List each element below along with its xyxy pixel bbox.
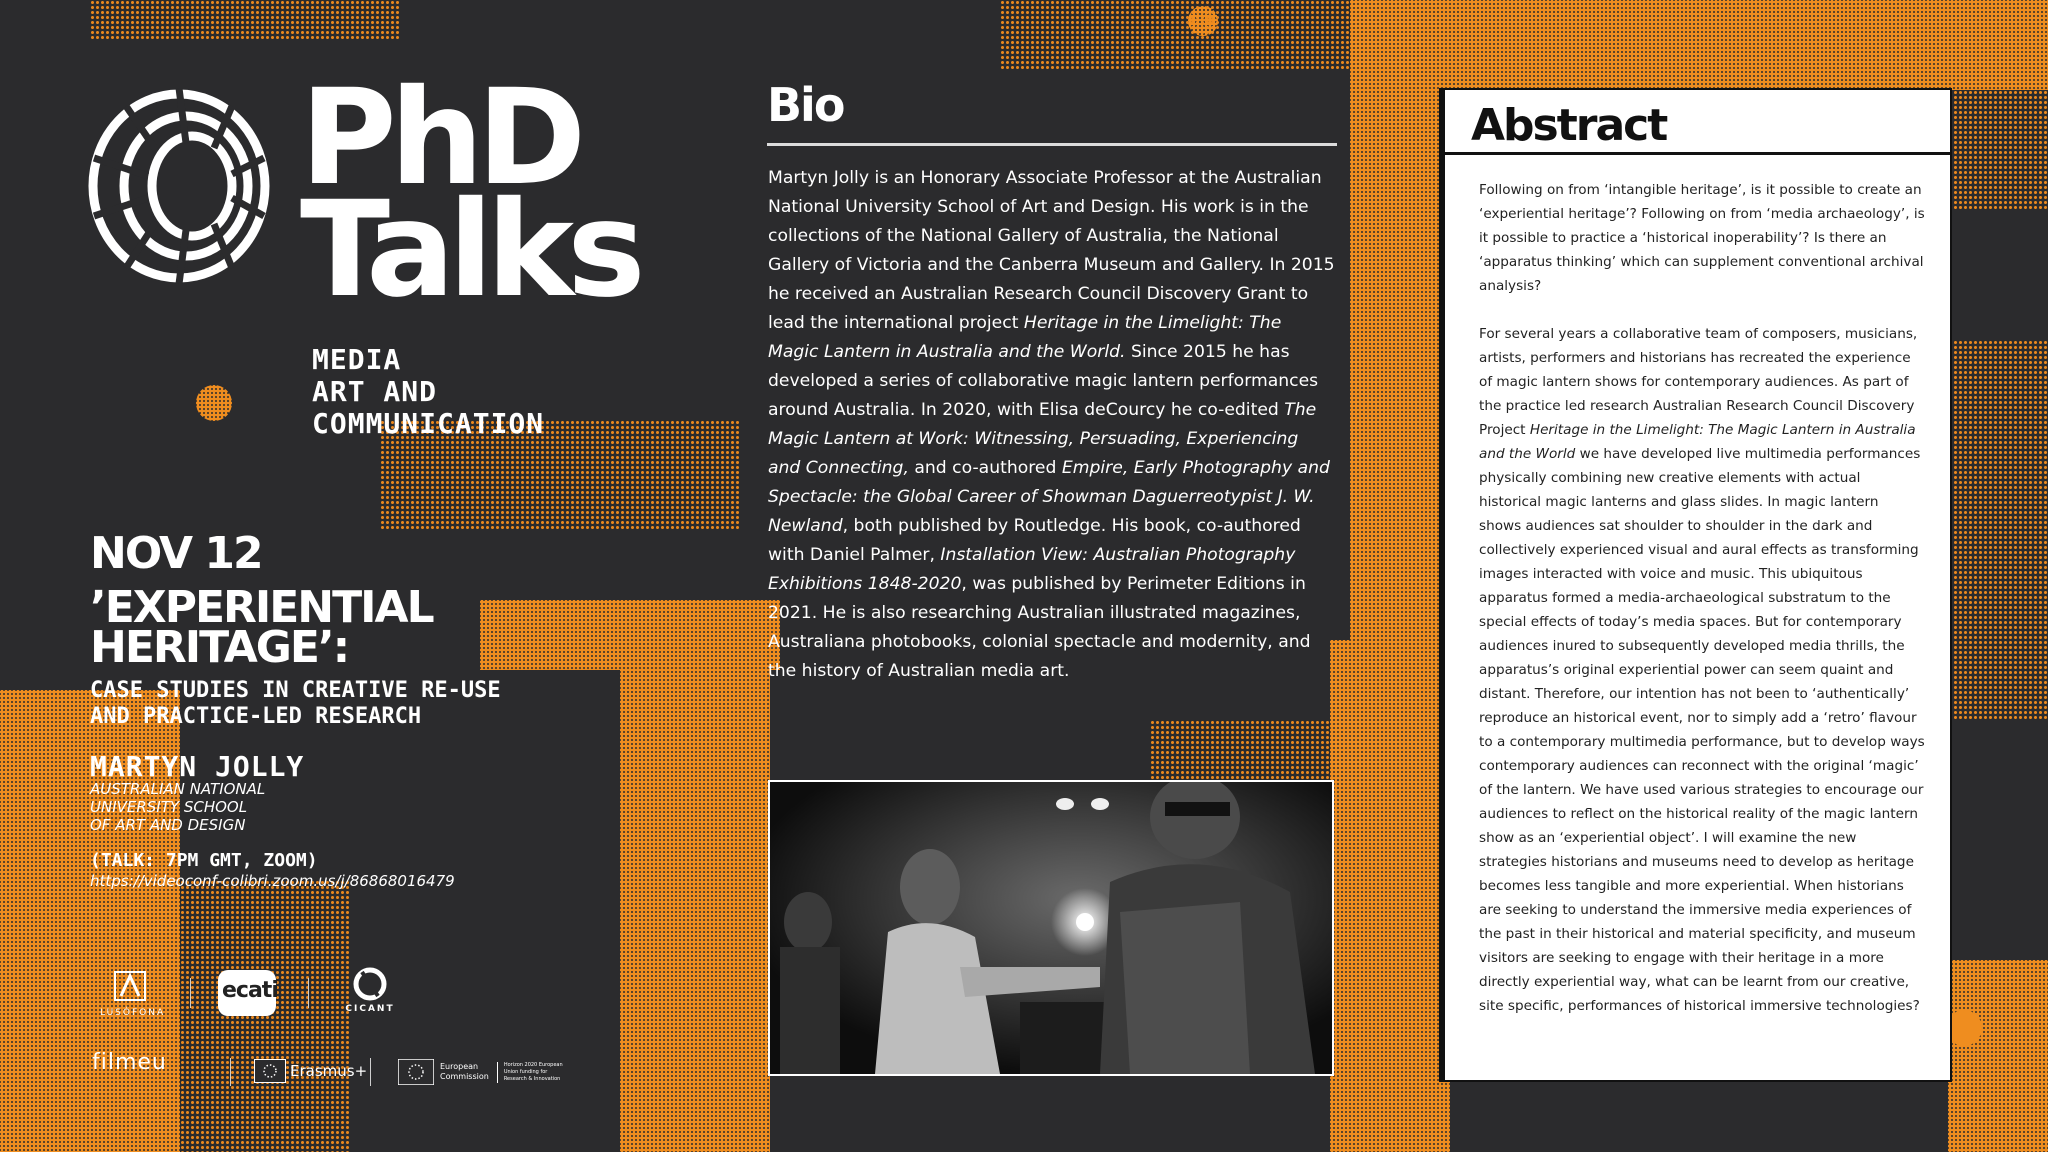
abstract-panel	[1443, 88, 1952, 1082]
bio-divider	[767, 143, 1337, 146]
photo-image	[770, 782, 1332, 1074]
decor-block	[1330, 640, 1450, 1152]
bio-text-segment: Since 2015 he has developed a series of collaborative magic lantern performances around Australia. In 2020, with Elisa deCourcy he co-edited	[768, 342, 1319, 420]
partner-divider	[370, 1058, 371, 1086]
decor-block	[1948, 960, 2048, 1152]
phd-talks-logo-icon	[86, 88, 272, 284]
european-commission-logo	[398, 1056, 564, 1088]
abstract-text-segment: we have developed live multimedia performances physically combining new creative elements with actual historical magic lanterns and glass slides. In magic lantern shows audiences sat shoulder to shoulder in the dark and collectively experienced visual and aural effects as transforming images interacted with voice and music. This ubiquitous apparatus formed a media-archaeological substratum to the special effects of today’s media spaces. But for contemporary audiences inured to subsequently developed media thrills, the apparatus’s original experiential power can seem quaint and distant. Therefore, our intention has not been to ‘authentically’ reproduce an historical event, nor to simply add a ‘retro’ flavour to a contemporary multimedia performance, but to develop ways contemporary audiences can reconnect with the original ‘magic’ of the lantern. We have used various strategies to encourage our audiences to reflect on the historical reality of the magic lantern show as an ‘experiential object’. I will examine the new strategies historians and museums need to develop as heritage becomes less tangible and more experiential. When historians are seeking to understand the immersive media experiences of the past in their historical and material specificity, and museum visitors are seeking to engage with their heritage in a more directly experiential way, what can be learnt from our creative, site specific, performances of historical immersive technologies?	[1479, 446, 1925, 1014]
eu-flag-icon	[398, 1059, 434, 1085]
ec-label-line: Commission	[440, 1072, 489, 1081]
decor-block	[1150, 720, 1350, 780]
ec-label-line: European	[440, 1062, 479, 1071]
affiliation-line: UNIVERSITY SCHOOL	[90, 798, 248, 816]
brand-title-line: Talks	[300, 173, 639, 327]
ec-label	[440, 1062, 489, 1082]
cicant-logo	[340, 966, 400, 1014]
affiliation-line: OF ART AND DESIGN	[90, 816, 246, 834]
bio-text-segment: and co-authored	[908, 458, 1062, 478]
bio-italic-title: Installation View: Australian Photography Exhibitions 1848-2020	[768, 545, 1296, 594]
lusofona-logo	[100, 970, 166, 1018]
cicant-icon	[352, 966, 388, 1002]
abstract-body	[1479, 178, 1925, 1042]
bio-text	[768, 164, 1336, 686]
zoom-link[interactable]: https://videoconf-colibri.zoom.us/j/86868016479	[90, 872, 455, 890]
department-line: ART AND	[312, 375, 438, 408]
bio-text-segment: , both published by Routledge. His book, co-authored with Daniel Palmer,	[768, 516, 1301, 565]
talk-subtitle	[90, 678, 501, 730]
abstract-italic-title: Heritage in the Limelight: The Magic Lantern in Australia and the World	[1479, 422, 1916, 462]
ecati-logo	[218, 970, 276, 1016]
erasmus-label: Erasmus+	[290, 1062, 368, 1080]
cicant-label: CICANT	[345, 1004, 395, 1014]
bio-text-segment: Martyn Jolly is an Honorary Associate Professor at the Australian National University School of Art and Design. His work is in the collections of the National Gallery of Australia, the National Gallery of Victoria and the Canberra Museum and Gallery. In 2015 he received an Australian Research Council Discovery Grant to lead the international project	[768, 168, 1335, 333]
ecati-label: ecati	[222, 978, 278, 1003]
partner-divider	[308, 978, 309, 1008]
speaker-affiliation	[90, 780, 265, 834]
abstract-divider	[1445, 152, 1950, 155]
decor-block	[1000, 0, 1350, 70]
abstract-paragraph: Following on from ‘intangible heritage’, is it possible to create an ‘experiential heritage’? Following on from ‘media archaeology’, is it possible to practice a ‘historical inoperability’? Is there an ‘apparatus thinking’ which can supplement conventional archival analysis?	[1479, 182, 1925, 294]
performance-photo	[768, 780, 1334, 1076]
decor-dot	[1188, 6, 1218, 36]
lusofona-icon	[113, 970, 147, 1002]
decor-block	[1350, 0, 2048, 90]
bio-italic-title: Heritage in the Limelight: The Magic Lantern in Australia and the World.	[768, 313, 1282, 362]
talk-subtitle-line: CASE STUDIES IN CREATIVE RE-USE	[90, 678, 501, 703]
lusofona-label: LUSÓFONA	[100, 1008, 166, 1018]
department-line: COMMUNICATION	[312, 407, 545, 440]
department-label	[312, 344, 544, 440]
bio-italic-title: Empire, Early Photography and Spectacle: the Global Career of Showman Daguerreotypist J. W. Newland	[768, 458, 1330, 536]
talk-time: (TALK: 7PM GMT, ZOOM)	[90, 850, 318, 871]
event-date: NOV 12	[90, 528, 262, 579]
decor-dot	[196, 385, 232, 421]
bio-italic-title: The Magic Lantern at Work: Witnessing, Persuading, Experiencing and Connecting,	[768, 400, 1317, 478]
partner-divider	[230, 1058, 231, 1086]
erasmus-logo	[254, 1058, 367, 1084]
talk-title-line: ’EXPERIENTIAL	[90, 582, 433, 633]
speaker-name: MARTYN JOLLY	[90, 750, 305, 783]
affiliation-line: AUSTRALIAN NATIONAL	[90, 780, 266, 798]
talk-title	[90, 582, 433, 673]
bio-heading: Bio	[767, 78, 844, 132]
brand-title	[300, 61, 639, 327]
decor-block	[1948, 90, 2048, 210]
ec-note: Horizon 2020 European Union funding for Research & Innovation	[497, 1062, 564, 1083]
filmeu-logo: filmeu	[92, 1050, 167, 1075]
bio-text-segment: , was published by Perimeter Editions in 2021. He is also researching Australian illustrated magazines, Australiana photobooks, colonial spectacle and modernity, and the history of Australian media art.	[768, 574, 1311, 681]
abstract-heading: Abstract	[1471, 100, 1667, 151]
eu-flag-icon	[254, 1059, 286, 1083]
talk-subtitle-line: AND PRACTICE-LED RESEARCH	[90, 704, 422, 729]
talk-title-line: HERITAGE’:	[90, 622, 349, 673]
brand-title-line: PhD	[300, 61, 580, 215]
decor-block	[1948, 340, 2048, 720]
partner-divider	[190, 978, 191, 1008]
decor-block	[90, 0, 400, 40]
department-line: MEDIA	[312, 343, 402, 376]
abstract-text-segment: For several years a collaborative team of composers, musicians, artists, performers and historians has recreated the experience of magic lantern shows for contemporary audiences. As part of the practice led research Australian Research Council Discovery Project	[1479, 326, 1918, 438]
abstract-paragraph	[1479, 322, 1925, 1018]
decor-block	[620, 600, 770, 1152]
decor-block	[180, 880, 350, 1152]
